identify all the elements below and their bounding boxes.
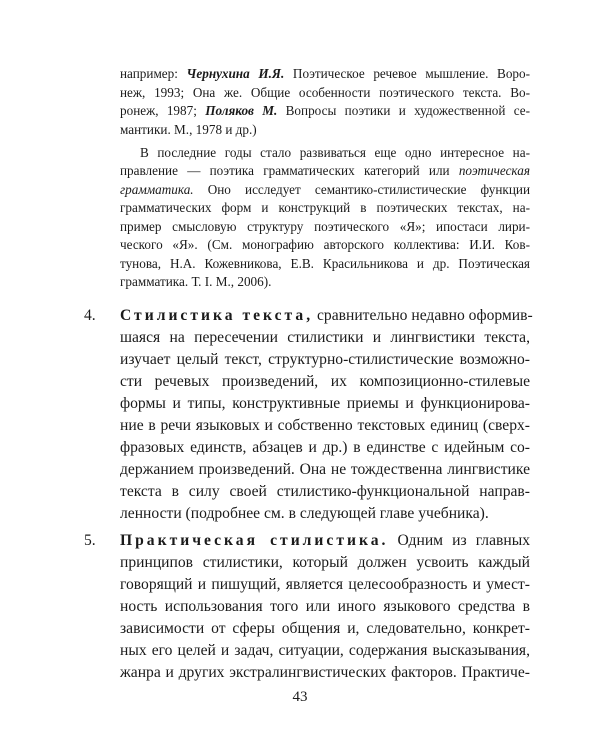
item-4-line-6: ние в речи языковых и собственно текстовых единиц (сверх-: [120, 417, 530, 434]
item-5-line-5: зависимости от сферы общения и, следовательно, конкрет-: [120, 620, 530, 637]
item-4-line-3: изучает целый текст, структурно-стилистические возможно-: [120, 351, 530, 368]
item-4-line-2: шаяся на пересечении стилистики и лингвистики текста,: [120, 329, 530, 346]
item-4-line-4: сти речевых произведений, их композиционно-стилевые: [120, 373, 530, 390]
text: правление — поэтика грамматических категорий или: [120, 163, 459, 178]
top-line-12: грамматика. Т. I. М., 2006).: [120, 274, 272, 289]
item-5-line-6: ных его целей и задач, ситуации, содержания высказывания,: [120, 642, 530, 659]
top-line-2: неж, 1993; Она же. Общие особенности поэтического текста. Во-: [120, 85, 530, 100]
item-5-line-3: говорящий и пишущий, является целесообразность и умест-: [120, 576, 530, 593]
item-5-number: 5.: [84, 532, 96, 549]
top-line-7: [120, 183, 530, 196]
author-name: Чернухина И.Я.: [186, 66, 285, 81]
item-5-line-7: жанра и других экстралингвистических факторов. Практиче-: [120, 664, 530, 681]
item-4-line-10: ленности (подробнее см. в следующей главе учебника).: [120, 505, 489, 522]
top-line-4: мантики. М., 1978 и др.): [120, 122, 257, 137]
top-line-9: пример смысловую структуру поэтического «Я»; ипостаси лири-: [120, 219, 530, 234]
section-term: Практическая стилистика.: [120, 532, 389, 549]
page-number: 43: [292, 689, 308, 705]
item-4-line-1: [120, 307, 533, 324]
section-term: Стилистика текста,: [120, 307, 314, 324]
text: Вопросы поэтики и художественной се-: [277, 103, 531, 118]
item-5-line-4: ность использования того или иного языкового средства в: [120, 598, 530, 615]
text: Поэтическое речевое мышление. Воро-: [284, 66, 530, 81]
italic-term: поэтическая: [458, 163, 530, 178]
top-line-5: В последние годы стало развиваться еще одно интересное на-: [140, 145, 530, 160]
text: сравнительно недавно оформив-: [313, 307, 533, 324]
item-4-number: 4.: [84, 307, 96, 324]
top-line-1: [120, 67, 530, 80]
author-name: Поляков М.: [205, 103, 278, 118]
italic-term: грамматика.: [120, 182, 194, 197]
text: ронеж, 1987;: [120, 103, 206, 118]
item-5-line-1: [120, 533, 530, 549]
text: например:: [120, 66, 187, 81]
item-4-line-8: держанием произведений. Она не тождественна лингвистике: [120, 461, 530, 478]
item-4-line-5: формы и типы, конструктивные приемы и функционирова-: [120, 395, 530, 412]
item-4-line-7: фразовых единств, абзацев и др.) в единстве с идейным со-: [120, 439, 530, 456]
text: Оно исследует семантико-стилистические функции: [193, 182, 530, 197]
item-5-line-2: принципов стилистики, который должен усвоить каждый: [120, 554, 530, 571]
top-line-10: ческого «Я». (См. монографию авторского коллектива: И.И. Ков-: [120, 237, 530, 252]
top-line-11: тунова, Н.А. Кожевникова, Е.В. Красильникова и др. Поэтическая: [120, 256, 530, 271]
text: Одним из главных: [388, 532, 530, 549]
top-line-3: [120, 104, 530, 117]
top-line-8: грамматических форм и конструкций в поэтических текстах, на-: [120, 200, 530, 215]
item-4-line-9: текста в силу своей стилистико-функциональной направ-: [120, 483, 530, 500]
top-line-6: [120, 164, 530, 177]
